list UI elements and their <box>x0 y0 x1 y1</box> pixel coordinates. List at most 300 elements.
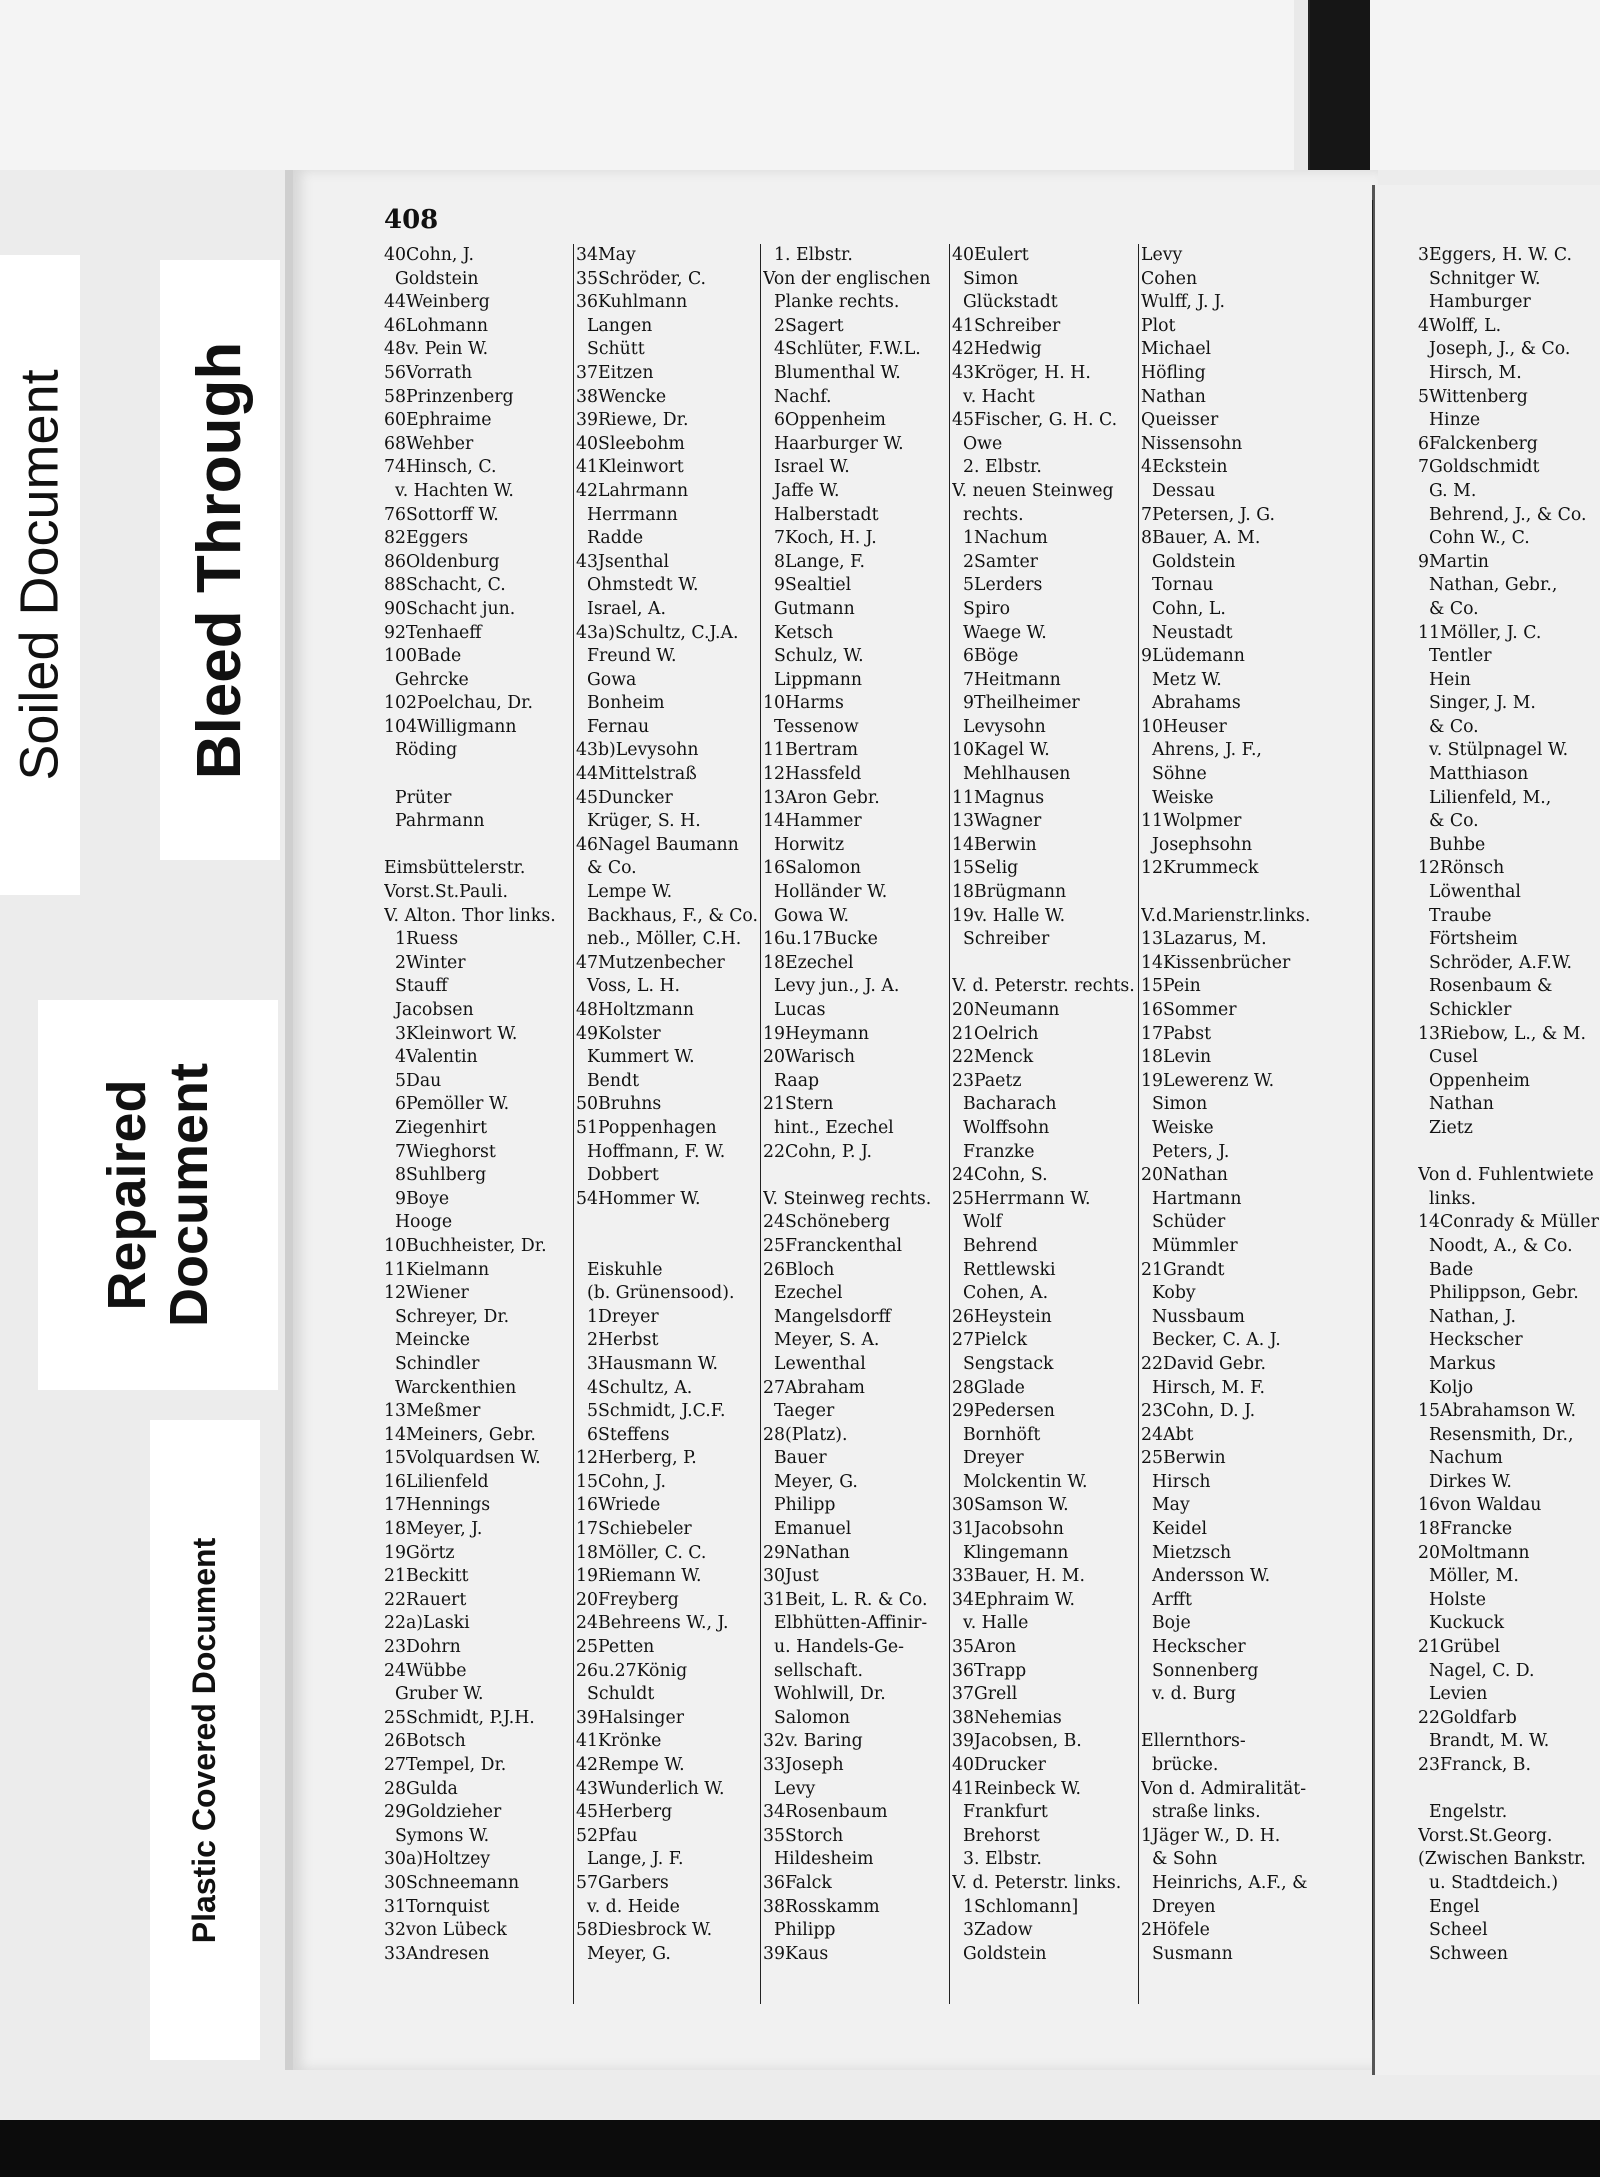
directory-entry: Herrmann <box>576 504 678 525</box>
directory-entry: Owe <box>952 433 1003 454</box>
directory-entry: Cohen <box>1141 268 1198 289</box>
directory-entry: Dessau <box>1141 480 1216 501</box>
directory-entry: 21Grandt <box>1141 1259 1225 1280</box>
directory-entry: Meyer, G. <box>576 1943 671 1964</box>
directory-entry: 6Falckenberg <box>1418 433 1538 454</box>
directory-entry: Engel <box>1418 1896 1480 1917</box>
directory-entry: 13Riebow, L., & M. <box>1418 1023 1586 1044</box>
directory-entry: 15Pein <box>1141 976 1201 997</box>
directory-entry: Nathan, J. <box>1418 1306 1516 1327</box>
directory-entry: Levy jun., J. A. <box>763 976 900 997</box>
directory-entry: rechts. <box>952 504 1024 525</box>
directory-entry: Susmann <box>1141 1943 1233 1964</box>
directory-entry: Nathan, Gebr., <box>1418 575 1558 596</box>
directory-entry: Keidel <box>1141 1519 1208 1540</box>
directory-entry: 34May <box>576 245 636 265</box>
directory-entry: Haarburger W. <box>763 433 904 454</box>
directory-entry: Radde <box>576 528 644 549</box>
directory-entry: Schulz, W. <box>763 646 864 667</box>
directory-entry: Sonnenberg <box>1141 1660 1259 1681</box>
label-soiled-text: Soiled Document <box>10 369 71 781</box>
directory-entry: 29Nathan <box>763 1542 850 1563</box>
directory-entry: Schüder <box>1141 1212 1226 1233</box>
directory-entry: Dirkes W. <box>1418 1471 1512 1492</box>
directory-entry: 12Hassfeld <box>763 764 862 785</box>
directory-entry: 31Tornquist <box>384 1896 490 1917</box>
directory-entry: & Co. <box>1418 716 1479 737</box>
directory-entry: 11Bertram <box>763 740 859 761</box>
directory-entry: Gutmann <box>763 598 855 619</box>
directory-column-2 <box>576 244 760 1966</box>
directory-entry: Von der englischen <box>763 268 931 289</box>
directory-entry: Schickler <box>1418 1000 1512 1020</box>
directory-entry: 54Hommer W. <box>576 1188 701 1209</box>
directory-entry: 41Schreiber <box>952 315 1061 336</box>
directory-entry: 22a)Laski <box>384 1613 470 1634</box>
directory-entry: 24Schöneberg <box>763 1212 891 1233</box>
directory-entry: 57Garbers <box>576 1872 669 1893</box>
directory-entry: Gowa W. <box>763 905 850 926</box>
directory-entry: Joseph, J., & Co. <box>1418 339 1571 360</box>
directory-entry: Lucas <box>763 1000 826 1020</box>
directory-entry: 7Goldschmidt <box>1418 457 1540 478</box>
directory-entry: 21Oelrich <box>952 1023 1039 1044</box>
directory-entry: Fernau <box>576 716 650 737</box>
directory-entry: 18Francke <box>1418 1519 1513 1540</box>
directory-entry: Heckscher <box>1418 1330 1523 1351</box>
directory-entry: Rettlewski <box>952 1259 1056 1280</box>
directory-entry: Wolf <box>952 1212 1002 1233</box>
directory-entry: 26u.27König <box>576 1660 688 1681</box>
directory-entry: 48Holtzmann <box>576 1000 694 1020</box>
directory-entry: Bade <box>1418 1259 1474 1280</box>
directory-entry: 10Buchheister, Dr. <box>384 1235 547 1256</box>
directory-entry: 39Halsinger <box>576 1707 684 1728</box>
directory-entry: Rosenbaum & <box>1418 976 1553 997</box>
directory-entry: Heckscher <box>1141 1637 1246 1658</box>
directory-entry: (b. Grünensood). <box>576 1283 735 1304</box>
directory-entry: 8Suhlberg <box>384 1165 487 1186</box>
directory-entry: Nachf. <box>763 386 832 407</box>
directory-entry: Peters, J. <box>1141 1141 1230 1162</box>
directory-entry: 42Lahrmann <box>576 480 689 501</box>
directory-entry: & Co. <box>1418 811 1479 832</box>
directory-entry: Emanuel <box>763 1519 852 1540</box>
directory-entry: Pahrmann <box>384 811 485 832</box>
directory-entry: u. Handels-Ge- <box>763 1637 905 1658</box>
directory-entry: 30Just <box>763 1566 819 1587</box>
directory-entry: 12Wiener <box>384 1283 469 1304</box>
directory-entry: 18Möller, C. C. <box>576 1542 707 1563</box>
directory-entry: Mehlhausen <box>952 764 1071 785</box>
column-rule <box>760 244 761 2004</box>
directory-entry: 1Nachum <box>952 528 1048 549</box>
directory-entry: Glückstadt <box>952 292 1058 313</box>
directory-entry: 9Martin <box>1418 551 1489 572</box>
directory-column-5 <box>1141 244 1323 1966</box>
directory-entry: Michael <box>1141 339 1212 360</box>
directory-entry: 34Rosenbaum <box>763 1802 888 1823</box>
directory-entry: 33Joseph <box>763 1755 844 1775</box>
directory-entry: v. d. Burg <box>1141 1684 1236 1705</box>
directory-entry: Holste <box>1418 1589 1487 1610</box>
directory-entry: 20Neumann <box>952 1000 1060 1020</box>
directory-entry: Koljo <box>1418 1377 1474 1398</box>
directory-entry: 27Tempel, Dr. <box>384 1755 507 1775</box>
directory-column-3 <box>763 244 948 1966</box>
directory-entry: 25Franckenthal <box>763 1235 903 1256</box>
directory-entry: Hinze <box>1418 410 1481 431</box>
directory-entry: 24Abt <box>1141 1424 1194 1445</box>
directory-entry: Höfling <box>1141 362 1206 383</box>
directory-entry: 44Weinberg <box>384 292 490 313</box>
directory-entry: 29Goldzieher <box>384 1802 502 1823</box>
directory-entry: Tentler <box>1418 646 1492 667</box>
directory-entry: Wolffsohn <box>952 1117 1050 1138</box>
directory-entry: Levien <box>1418 1684 1488 1705</box>
directory-entry: Cohn, L. <box>1141 598 1226 619</box>
directory-entry: Wohlwill, Dr. <box>763 1684 886 1705</box>
directory-entry: 23Dohrn <box>384 1637 461 1658</box>
directory-entry: 14Hammer <box>763 811 862 832</box>
directory-entry: Taeger <box>763 1401 835 1422</box>
directory-entry: 43a)Schultz, C.J.A. <box>576 622 739 643</box>
directory-entry: 29Pedersen <box>952 1401 1055 1422</box>
directory-entry: Nathan <box>1141 386 1206 407</box>
directory-entry: Salomon <box>763 1707 850 1728</box>
directory-entry: 36Falck <box>763 1872 832 1893</box>
entry-spacer <box>576 1211 760 1235</box>
directory-entry: Warckenthien <box>384 1377 517 1398</box>
directory-entry: Franzke <box>952 1141 1035 1162</box>
directory-entry: 8Lange, F. <box>763 551 865 572</box>
directory-entry: 4Valentin <box>384 1047 478 1068</box>
directory-entry: Klingemann <box>952 1542 1069 1563</box>
directory-entry: 34Ephraim W. <box>952 1589 1076 1610</box>
directory-entry: 11Kielmann <box>384 1259 490 1280</box>
directory-entry: 68Wehber <box>384 433 474 454</box>
directory-entry: 1Jäger W., D. H. <box>1141 1825 1281 1846</box>
directory-entry: 16Salomon <box>763 858 861 879</box>
label-plastic-covered-document <box>150 1420 260 2060</box>
directory-entry: 30Schneemann <box>384 1872 520 1893</box>
directory-entry: 47Mutzenbecher <box>576 952 725 973</box>
directory-entry: Backhaus, F., & Co. <box>576 905 759 926</box>
directory-entry: 21Grübel <box>1418 1637 1501 1658</box>
label-repaired-text <box>96 1063 220 1327</box>
directory-entry: 38Nehemias <box>952 1707 1062 1728</box>
directory-entry: Stauff <box>384 976 448 997</box>
directory-entry: 33Bauer, H. M. <box>952 1566 1085 1587</box>
directory-entry: Tessenow <box>763 716 859 737</box>
directory-entry: 56Vorrath <box>384 362 473 383</box>
directory-entry: 23Franck, B. <box>1418 1755 1532 1775</box>
directory-entry: (Zwischen Bankstr. <box>1418 1849 1586 1870</box>
directory-entry: Arfft <box>1141 1589 1192 1610</box>
directory-entry: 18Meyer, J. <box>384 1519 483 1540</box>
directory-entry: & Co. <box>576 858 637 879</box>
directory-entry: 31Jacobsohn <box>952 1519 1064 1540</box>
directory-entry: 3Zadow <box>952 1920 1033 1941</box>
directory-entry: 17Pabst <box>1141 1023 1212 1044</box>
directory-entry: Mümmler <box>1141 1235 1238 1256</box>
directory-entry: Nissensohn <box>1141 433 1243 454</box>
directory-entry: 45Herberg <box>576 1802 673 1823</box>
directory-entry: 5Schmidt, J.C.F. <box>576 1401 726 1422</box>
directory-entry: Holländer W. <box>763 882 888 903</box>
directory-entry: 14Conrady & Müller <box>1418 1212 1599 1233</box>
directory-entry: 26Bloch <box>763 1259 835 1280</box>
directory-entry: Metz W. <box>1141 669 1222 690</box>
directory-entry: Krüger, S. H. <box>576 811 701 832</box>
directory-entry: V. Alton. Thor links. <box>384 905 556 926</box>
directory-entry: 12Rönsch <box>1418 858 1505 879</box>
directory-entry: sellschaft. <box>763 1660 863 1681</box>
directory-entry: 42Rempe W. <box>576 1755 685 1775</box>
directory-entry: brücke. <box>1141 1755 1219 1775</box>
column-rule <box>949 244 950 2004</box>
directory-entry: 74Hinsch, C. <box>384 457 497 478</box>
directory-entry: 19Heymann <box>763 1023 869 1044</box>
directory-entry: 30a)Holtzey <box>384 1849 491 1870</box>
directory-entry: 20Freyberg <box>576 1589 679 1610</box>
entry-spacer <box>763 1164 948 1188</box>
directory-entry: 1Ruess <box>384 929 459 950</box>
directory-entry: Becker, C. A. J. <box>1141 1330 1281 1351</box>
directory-entry: Molckentin W. <box>952 1471 1088 1492</box>
directory-entry: Cusel <box>1418 1047 1478 1068</box>
directory-entry: Nussbaum <box>1141 1306 1245 1327</box>
directory-entry: Planke rechts. <box>763 292 900 313</box>
directory-entry: 22Menck <box>952 1047 1034 1068</box>
directory-entry: 45Duncker <box>576 787 673 808</box>
directory-entry: 11Möller, J. C. <box>1418 622 1542 643</box>
directory-entry: 35Storch <box>763 1825 844 1846</box>
directory-entry: May <box>1141 1495 1190 1516</box>
directory-entry: 16Lilienfeld <box>384 1471 489 1492</box>
directory-entry: 4Schultz, A. <box>576 1377 693 1398</box>
directory-entry: Hoffmann, F. W. <box>576 1141 726 1162</box>
directory-entry: 3. Elbstr. <box>952 1849 1042 1870</box>
directory-entry: v. Halle <box>952 1613 1029 1634</box>
directory-entry: Förtsheim <box>1418 929 1518 950</box>
directory-entry: 12Herberg, P. <box>576 1448 697 1469</box>
directory-entry: Jacobsen <box>384 1000 474 1020</box>
label-repaired-line2: Document <box>159 1062 220 1328</box>
directory-entry: 14Meiners, Gebr. <box>384 1424 536 1445</box>
directory-entry: Ziegenhirt <box>384 1117 488 1138</box>
directory-entry: 37Eitzen <box>576 362 654 383</box>
directory-entry: 33Andresen <box>384 1943 490 1964</box>
directory-entry: 40Sleebohm <box>576 433 685 454</box>
directory-entry: 9Theilheimer <box>952 693 1080 714</box>
directory-entry: 52Pfau <box>576 1825 638 1846</box>
directory-entry: v. Stülpnagel W. <box>1418 740 1569 761</box>
directory-entry: Hartmann <box>1141 1188 1242 1209</box>
directory-entry: 46Lohmann <box>384 315 488 336</box>
directory-entry: 20Warisch <box>763 1047 856 1068</box>
directory-entry: 1. Elbstr. <box>763 245 853 265</box>
directory-entry: Brehorst <box>952 1825 1040 1846</box>
column-rule <box>573 244 574 2004</box>
directory-entry: 46Nagel Baumann <box>576 834 739 855</box>
directory-entry: Philipp <box>763 1495 836 1516</box>
directory-entry: 4Schlüter, F.W.L. <box>763 339 921 360</box>
directory-entry: links. <box>1418 1188 1477 1209</box>
directory-entry: 4Eckstein <box>1141 457 1228 478</box>
directory-entry: Ezechel <box>763 1283 843 1304</box>
label-bleed-through <box>160 260 280 860</box>
directory-entry: Neustadt <box>1141 622 1233 643</box>
directory-entry: Schuldt <box>576 1684 655 1705</box>
directory-entry: Behrend <box>952 1235 1038 1256</box>
entry-spacer <box>1418 1141 1600 1165</box>
label-plastic-text: Plastic Covered Document <box>186 1537 223 1943</box>
directory-entry: 9Sealtiel <box>763 575 852 596</box>
directory-entry: Röding <box>384 740 458 761</box>
directory-entry: Ahrens, J. F., <box>1141 740 1262 761</box>
directory-entry: Meyer, G. <box>763 1471 858 1492</box>
directory-entry: 102Poelchau, Dr. <box>384 693 534 714</box>
directory-entry: Bauer <box>763 1448 827 1469</box>
directory-entry: 13Meßmer <box>384 1401 481 1422</box>
directory-entry: 6Oppenheim <box>763 410 886 431</box>
directory-entry: 10Kagel W. <box>952 740 1050 761</box>
page-fold-rule <box>1372 200 1373 2020</box>
directory-entry: Noodt, A., & Co. <box>1418 1235 1573 1256</box>
directory-entry: Singer, J. M. <box>1418 693 1536 714</box>
directory-entry: Hein <box>1418 669 1471 690</box>
directory-entry: Cohn W., C. <box>1418 528 1530 549</box>
directory-entry: 40Drucker <box>952 1755 1046 1775</box>
directory-entry: Meyer, S. A. <box>763 1330 880 1351</box>
entry-spacer <box>1141 1707 1323 1731</box>
directory-entry: Schröder, A.F.W. <box>1418 952 1572 973</box>
directory-entry: 19v. Halle W. <box>952 905 1066 926</box>
directory-entry: Wulff, J. J. <box>1141 292 1226 313</box>
page-number: 408 <box>384 205 439 235</box>
directory-entry: 11Magnus <box>952 787 1045 808</box>
directory-entry: Von d. Fuhlentwiete <box>1418 1165 1594 1186</box>
directory-entry: 16Wriede <box>576 1495 661 1516</box>
directory-entry: Andersson W. <box>1141 1566 1271 1587</box>
directory-entry: Schween <box>1418 1943 1509 1964</box>
directory-entry: 2Winter <box>384 952 466 973</box>
directory-entry: 24Cohn, S. <box>952 1165 1048 1186</box>
directory-entry: Goldstein <box>1141 551 1236 572</box>
directory-entry: 28(Platz). <box>763 1424 848 1445</box>
directory-entry: 27Pielck <box>952 1330 1028 1351</box>
directory-entry: Traube <box>1418 905 1492 926</box>
directory-entry: 88Schacht, C. <box>384 575 506 596</box>
directory-entry: 41Reinbeck W. <box>952 1778 1082 1799</box>
entry-spacer <box>952 952 1137 976</box>
directory-entry: Ketsch <box>763 622 834 643</box>
directory-entry: 21Beckitt <box>384 1566 469 1587</box>
directory-entry: Spiro <box>952 598 1011 619</box>
directory-entry: 6Pemöller W. <box>384 1094 510 1115</box>
directory-column-6 <box>1418 244 1600 1966</box>
directory-entry: 92Tenhaeff <box>384 622 482 643</box>
directory-entry: Lilienfeld, M., <box>1418 787 1552 808</box>
directory-entry: Jaffe W. <box>763 480 840 501</box>
directory-entry: Schütt <box>576 339 645 360</box>
directory-entry: Löwenthal <box>1418 882 1521 903</box>
directory-entry: Horwitz <box>763 834 845 855</box>
column-rule <box>1138 244 1139 2004</box>
directory-entry: 30Samson W. <box>952 1495 1069 1516</box>
directory-entry: 9Boye <box>384 1188 450 1209</box>
directory-entry: Eimsbüttelerstr. <box>384 858 526 879</box>
directory-entry: Nagel, C. D. <box>1418 1660 1535 1681</box>
entry-spacer <box>384 763 574 787</box>
directory-entry: 22Cohn, P. J. <box>763 1141 873 1162</box>
directory-entry: Israel, A. <box>576 598 666 619</box>
label-soiled-document <box>0 255 80 895</box>
directory-entry: 20Nathan <box>1141 1165 1228 1186</box>
directory-entry: Raap <box>763 1070 820 1091</box>
directory-entry: Buhbe <box>1418 834 1486 855</box>
directory-entry: 7Wieghorst <box>384 1141 496 1162</box>
directory-entry: 50Bruhns <box>576 1094 662 1115</box>
directory-entry: 2Höfele <box>1141 1920 1210 1941</box>
directory-entry: 60Ephraime <box>384 410 492 431</box>
directory-entry: Eiskuhle <box>576 1259 663 1280</box>
directory-entry: 58Diesbrock W. <box>576 1920 713 1941</box>
directory-entry: 49Kolster <box>576 1023 661 1044</box>
directory-entry: G. M. <box>1418 480 1477 501</box>
directory-entry: Israel W. <box>763 457 850 478</box>
directory-entry: 15Cohn, J. <box>576 1471 666 1492</box>
directory-entry: V. d. Peterstr. links. <box>952 1872 1122 1893</box>
directory-entry: Weiske <box>1141 787 1214 808</box>
directory-entry: 27Abraham <box>763 1377 865 1398</box>
directory-entry: Von d. Admiralität- <box>1141 1778 1307 1799</box>
directory-entry: V. neuen Steinweg <box>952 480 1114 501</box>
directory-entry: Goldstein <box>384 268 479 289</box>
directory-entry: Levy <box>763 1778 816 1799</box>
directory-entry: Waege W. <box>952 622 1047 643</box>
directory-entry: & Sohn <box>1141 1849 1218 1870</box>
directory-entry: 19Görtz <box>384 1542 455 1563</box>
directory-entry: Bacharach <box>952 1094 1057 1115</box>
directory-entry: Schnitger W. <box>1418 268 1541 289</box>
directory-entry: Hamburger <box>1418 292 1531 313</box>
directory-entry: Boje <box>1141 1613 1191 1634</box>
directory-entry: 26Botsch <box>384 1731 466 1752</box>
directory-entry: 10Heuser <box>1141 716 1227 737</box>
directory-entry: 2Sagert <box>763 315 844 336</box>
directory-entry: Lange, J. F. <box>576 1849 684 1870</box>
directory-entry: 16von Waldau <box>1418 1495 1542 1516</box>
directory-entry: 37Grell <box>952 1684 1018 1705</box>
directory-entry: 25Berwin <box>1141 1448 1226 1469</box>
directory-entry: 18Brügmann <box>952 882 1067 903</box>
directory-entry: 13Lazarus, M. <box>1141 929 1267 950</box>
directory-entry: Resensmith, Dr., <box>1418 1424 1574 1445</box>
directory-entry: Goldstein <box>952 1943 1047 1964</box>
directory-entry: Lewenthal <box>763 1353 866 1374</box>
directory-entry: 28Glade <box>952 1377 1025 1398</box>
directory-entry: 11Wolpmer <box>1141 811 1242 832</box>
directory-entry: 1Schlomann] <box>952 1896 1079 1917</box>
directory-entry: 24Wübbe <box>384 1660 467 1681</box>
directory-entry: Elbhütten-Affinir- <box>763 1613 928 1634</box>
directory-entry: & Co. <box>1418 598 1479 619</box>
directory-entry: 41Krönke <box>576 1731 662 1752</box>
directory-entry: 20Moltmann <box>1418 1542 1530 1563</box>
directory-entry: Ellernthors- <box>1141 1731 1246 1752</box>
